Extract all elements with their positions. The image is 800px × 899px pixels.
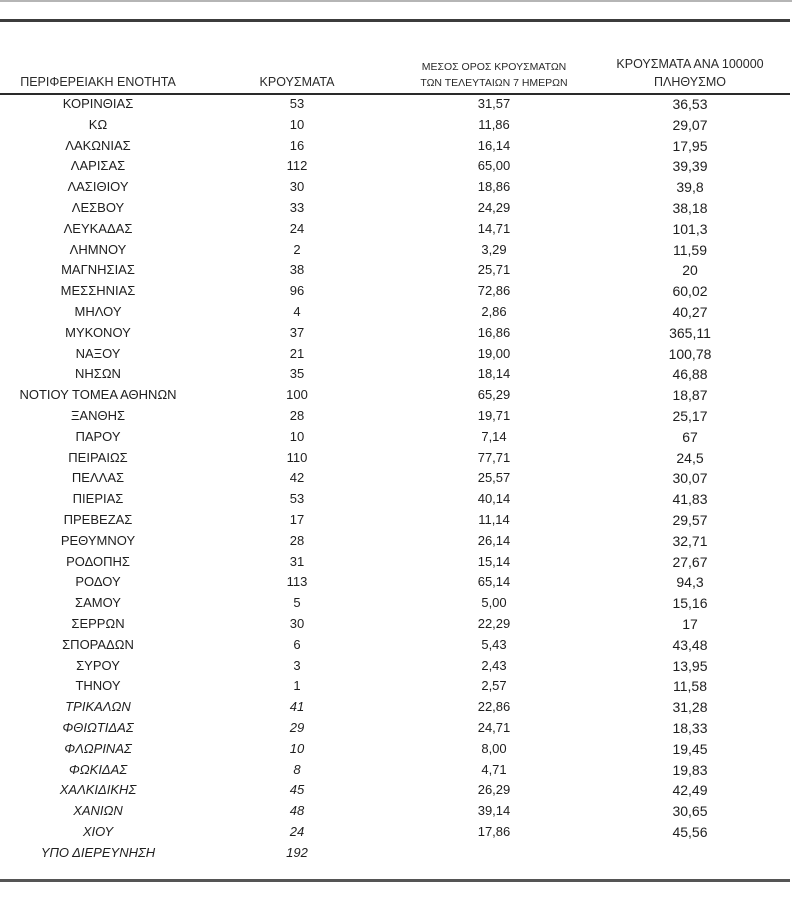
avg7-cell: 25,71 — [477, 262, 511, 278]
per100k-cell: 100,78 — [668, 345, 712, 362]
region-cell: ΝΗΣΩΝ — [75, 366, 121, 382]
cases-cell: 24 — [289, 823, 305, 839]
per100k-cell: 30,07 — [672, 470, 708, 487]
table-body — [0, 94, 790, 863]
avg7-cell: 5,00 — [481, 595, 507, 611]
avg7-cell: 3,29 — [481, 241, 507, 257]
region-cell: ΠΙΕΡΙΑΣ — [72, 491, 124, 507]
avg7-cell: 40,14 — [477, 491, 511, 507]
avg7-cell: 26,29 — [477, 782, 511, 798]
avg7-cell: 18,86 — [477, 179, 511, 195]
avg7-cell: 26,14 — [477, 532, 511, 548]
cases-cell: 24 — [289, 220, 305, 236]
region-cell: ΜΗΛΟΥ — [74, 303, 122, 319]
cases-cell: 31 — [289, 553, 305, 569]
header-7day-average — [394, 59, 594, 91]
region-cell: ΡΕΘΥΜΝΟΥ — [60, 532, 136, 548]
table-row — [0, 198, 790, 219]
table-row — [0, 94, 790, 115]
avg7-cell: 24,71 — [477, 719, 511, 735]
table-row — [0, 115, 790, 136]
per100k-cell: 29,07 — [672, 116, 708, 133]
region-cell: ΧΑΛΚΙΔΙΚΗΣ — [59, 782, 137, 798]
per100k-cell: 15,16 — [672, 595, 708, 612]
per100k-cell: 31,28 — [672, 699, 708, 716]
table-row — [0, 822, 790, 843]
table-row — [0, 676, 790, 697]
avg7-cell: 15,14 — [477, 553, 511, 569]
per100k-cell: 101,3 — [672, 220, 708, 237]
cases-cell: 33 — [289, 199, 305, 215]
table-row — [0, 760, 790, 781]
region-cell: ΧΑΝΙΩΝ — [73, 803, 123, 819]
region-cell: ΦΛΩΡΙΝΑΣ — [64, 740, 132, 756]
table-row — [0, 489, 790, 510]
region-cell: ΜΕΣΣΗΝΙΑΣ — [60, 283, 136, 299]
per100k-cell: 18,33 — [672, 719, 708, 736]
region-cell: ΛΑΚΩΝΙΑΣ — [65, 137, 131, 153]
region-cell: ΝΟΤΙΟΥ ΤΟΜΕΑ ΑΘΗΝΩΝ — [19, 387, 177, 403]
avg7-cell: 2,86 — [481, 303, 507, 319]
table-row — [0, 385, 790, 406]
cases-cell: 21 — [289, 345, 305, 361]
per100k-cell: 43,48 — [672, 636, 708, 653]
cases-cell: 28 — [289, 407, 305, 423]
per100k-cell: 46,88 — [672, 366, 708, 383]
table-row — [0, 406, 790, 427]
avg7-cell: 22,86 — [477, 699, 511, 715]
region-cell: ΥΠΟ ΔΙΕΡΕΥΝΗΣΗ — [40, 844, 156, 860]
region-cell: ΡΟΔΟΠΗΣ — [66, 553, 130, 569]
avg7-cell: 16,86 — [477, 324, 511, 340]
avg7-cell: 17,86 — [477, 823, 511, 839]
table-row — [0, 635, 790, 656]
region-cell: ΤΗΝΟΥ — [75, 678, 121, 694]
header-cases: ΚΡΟΥΣΜΑΤΑ — [259, 75, 335, 89]
table-row — [0, 219, 790, 240]
avg7-cell: 22,29 — [477, 615, 511, 631]
avg7-cell: 2,43 — [481, 657, 507, 673]
avg7-cell: 77,71 — [477, 449, 511, 465]
table-row — [0, 240, 790, 261]
table-row — [0, 427, 790, 448]
per100k-cell: 67 — [682, 428, 698, 445]
avg7-cell — [444, 843, 544, 864]
cases-cell: 53 — [289, 491, 305, 507]
cases-cell: 10 — [289, 428, 305, 444]
cases-cell: 45 — [289, 782, 305, 798]
table-row — [0, 260, 790, 281]
avg7-cell: 65,14 — [477, 574, 511, 590]
table-row — [0, 136, 790, 157]
region-cell: ΛΕΣΒΟΥ — [71, 199, 125, 215]
table-row — [0, 323, 790, 344]
table-row — [0, 510, 790, 531]
table-row — [0, 156, 790, 177]
per100k-cell: 17,95 — [672, 137, 708, 154]
cases-cell: 41 — [289, 699, 305, 715]
per100k-cell: 42,49 — [672, 782, 708, 799]
cases-cell: 100 — [286, 387, 308, 403]
table-row — [0, 448, 790, 469]
per100k-cell: 94,3 — [676, 574, 704, 591]
region-cell: ΠΡΕΒΕΖΑΣ — [63, 511, 133, 527]
per100k-cell: 11,59 — [673, 241, 707, 258]
avg7-cell: 14,71 — [477, 220, 511, 236]
per100k-cell: 25,17 — [672, 407, 708, 424]
avg7-cell: 5,43 — [481, 636, 507, 652]
per100k-cell: 11,58 — [673, 678, 707, 695]
avg7-cell: 19,00 — [477, 345, 511, 361]
avg7-cell: 25,57 — [477, 470, 511, 486]
per100k-cell: 18,87 — [672, 387, 708, 404]
table-row — [0, 614, 790, 635]
table-row — [0, 177, 790, 198]
avg7-cell: 4,71 — [481, 761, 507, 777]
per100k-cell: 17 — [682, 615, 698, 632]
cases-cell: 113 — [286, 574, 308, 590]
per100k-cell: 30,65 — [672, 803, 708, 820]
header-7day-average-line2: ΤΩΝ ΤΕΛΕΥΤΑΙΩΝ 7 ΗΜΕΡΩΝ — [420, 77, 568, 89]
avg7-cell: 65,00 — [477, 158, 511, 174]
cases-cell: 29 — [289, 719, 305, 735]
region-cell: ΡΟΔΟΥ — [75, 574, 121, 590]
cases-cell: 48 — [289, 803, 305, 819]
cases-cell: 38 — [289, 262, 305, 278]
region-cell: ΠΕΛΛΑΣ — [71, 470, 125, 486]
cases-cell: 30 — [289, 179, 305, 195]
avg7-cell: 72,86 — [477, 283, 511, 299]
per100k-cell: 45,56 — [672, 823, 708, 840]
cases-cell: 96 — [289, 283, 305, 299]
avg7-cell: 2,57 — [481, 678, 507, 694]
header-per-100k-line2: ΠΛΗΘΥΣΜΟ — [654, 75, 726, 89]
region-cell: ΛΗΜΝΟΥ — [69, 241, 127, 257]
cases-cell: 2 — [293, 241, 301, 257]
per100k-cell: 36,53 — [672, 96, 708, 112]
avg7-cell: 65,29 — [477, 387, 511, 403]
table-row — [0, 572, 790, 593]
region-cell: ΦΘΙΩΤΙΔΑΣ — [62, 719, 134, 735]
per100k-cell: 365,11 — [669, 324, 711, 341]
avg7-cell: 16,14 — [477, 137, 511, 153]
avg7-cell: 18,14 — [477, 366, 511, 382]
avg7-cell: 39,14 — [477, 803, 511, 819]
table-row — [0, 344, 790, 365]
top-border-line — [0, 0, 792, 2]
table-row — [0, 739, 790, 760]
cases-cell: 53 — [289, 96, 305, 111]
per100k-cell: 20 — [682, 262, 698, 279]
table-row — [0, 801, 790, 822]
avg7-cell: 8,00 — [481, 740, 507, 756]
region-cell: ΛΑΡΙΣΑΣ — [70, 158, 126, 174]
cases-cell: 17 — [289, 511, 305, 527]
cases-cell: 110 — [286, 449, 308, 465]
table-top-rule — [0, 19, 790, 22]
per100k-cell — [620, 843, 760, 864]
header-region: ΠΕΡΙΦΕΡΕΙΑΚΗ ΕΝΟΤΗΤΑ — [20, 75, 176, 89]
cases-cell: 10 — [289, 740, 305, 756]
cases-cell: 3 — [293, 657, 301, 673]
avg7-cell: 19,71 — [477, 407, 511, 423]
table-row — [0, 364, 790, 385]
region-cell: ΠΕΙΡΑΙΩΣ — [68, 449, 128, 465]
per100k-cell: 38,18 — [672, 199, 708, 216]
cases-cell: 35 — [289, 366, 305, 382]
region-cell: ΣΥΡΟΥ — [76, 657, 120, 673]
header-per-100k-line1: ΚΡΟΥΣΜΑΤΑ ΑΝΑ 100000 — [616, 57, 764, 71]
region-cell: ΚΩ — [88, 116, 108, 132]
table-row — [0, 552, 790, 573]
cases-cell: 10 — [289, 116, 305, 132]
table-row — [0, 780, 790, 801]
table-row — [0, 468, 790, 489]
region-cell: ΣΑΜΟΥ — [75, 595, 121, 611]
cases-cell: 37 — [289, 324, 305, 340]
cases-cell: 112 — [286, 158, 308, 174]
cases-cell: 30 — [289, 615, 305, 631]
region-cell: ΛΕΥΚΑΔΑΣ — [63, 220, 133, 236]
table-bottom-rule — [0, 879, 790, 882]
region-cell: ΛΑΣΙΘΙΟΥ — [67, 179, 129, 195]
table-row — [0, 593, 790, 614]
per100k-cell: 19,83 — [672, 761, 708, 778]
table-row — [0, 302, 790, 323]
per100k-cell: 19,45 — [672, 740, 708, 757]
table-row — [0, 281, 790, 302]
table-row — [0, 718, 790, 739]
per100k-cell: 27,67 — [672, 553, 708, 570]
cases-cell: 8 — [293, 761, 301, 777]
cases-cell: 5 — [293, 595, 301, 611]
region-cell: ΣΕΡΡΩΝ — [71, 615, 125, 631]
cases-cell: 42 — [289, 470, 305, 486]
cases-cell: 1 — [293, 678, 301, 694]
per100k-cell: 32,71 — [672, 532, 708, 549]
region-cell: ΠΑΡΟΥ — [75, 428, 121, 444]
table-header — [0, 52, 790, 95]
avg7-cell: 11,14 — [478, 511, 510, 527]
table-row — [0, 656, 790, 677]
region-cell: ΚΟΡΙΝΘΙΑΣ — [62, 96, 134, 111]
table-row — [0, 697, 790, 718]
per100k-cell: 13,95 — [672, 657, 708, 674]
per100k-cell: 24,5 — [676, 449, 704, 466]
table-row — [0, 531, 790, 552]
region-cell: ΝΑΞΟΥ — [75, 345, 121, 361]
per100k-cell: 39,39 — [672, 158, 708, 175]
cases-cell: 28 — [289, 532, 305, 548]
per100k-cell: 41,83 — [672, 491, 708, 508]
header-per-100k — [590, 55, 790, 91]
cases-cell: 192 — [286, 844, 308, 860]
per100k-cell: 60,02 — [672, 283, 708, 300]
region-cell: ΣΠΟΡΑΔΩΝ — [62, 636, 134, 652]
cases-cell: 16 — [289, 137, 305, 153]
avg7-cell: 11,86 — [478, 116, 510, 132]
per100k-cell: 39,8 — [676, 179, 704, 196]
per100k-cell: 29,57 — [672, 511, 708, 528]
region-cell: ΞΑΝΘΗΣ — [70, 407, 126, 423]
cases-cell: 6 — [293, 636, 301, 652]
region-cell: ΦΩΚΙΔΑΣ — [68, 761, 128, 777]
per100k-cell: 40,27 — [672, 303, 708, 320]
avg7-cell: 31,57 — [477, 96, 511, 111]
header-7day-average-line1: ΜΕΣΟΣ ΟΡΟΣ ΚΡΟΥΣΜΑΤΩΝ — [421, 61, 567, 73]
region-cell: ΜΑΓΝΗΣΙΑΣ — [61, 262, 135, 278]
region-cell: ΤΡΙΚΑΛΩΝ — [65, 699, 131, 715]
region-cell: ΜΥΚΟΝΟΥ — [65, 324, 131, 340]
table-row — [0, 843, 790, 864]
region-cell: ΧΙΟΥ — [82, 823, 114, 839]
avg7-cell: 7,14 — [481, 428, 507, 444]
avg7-cell: 24,29 — [477, 199, 511, 215]
cases-cell: 4 — [293, 303, 301, 319]
